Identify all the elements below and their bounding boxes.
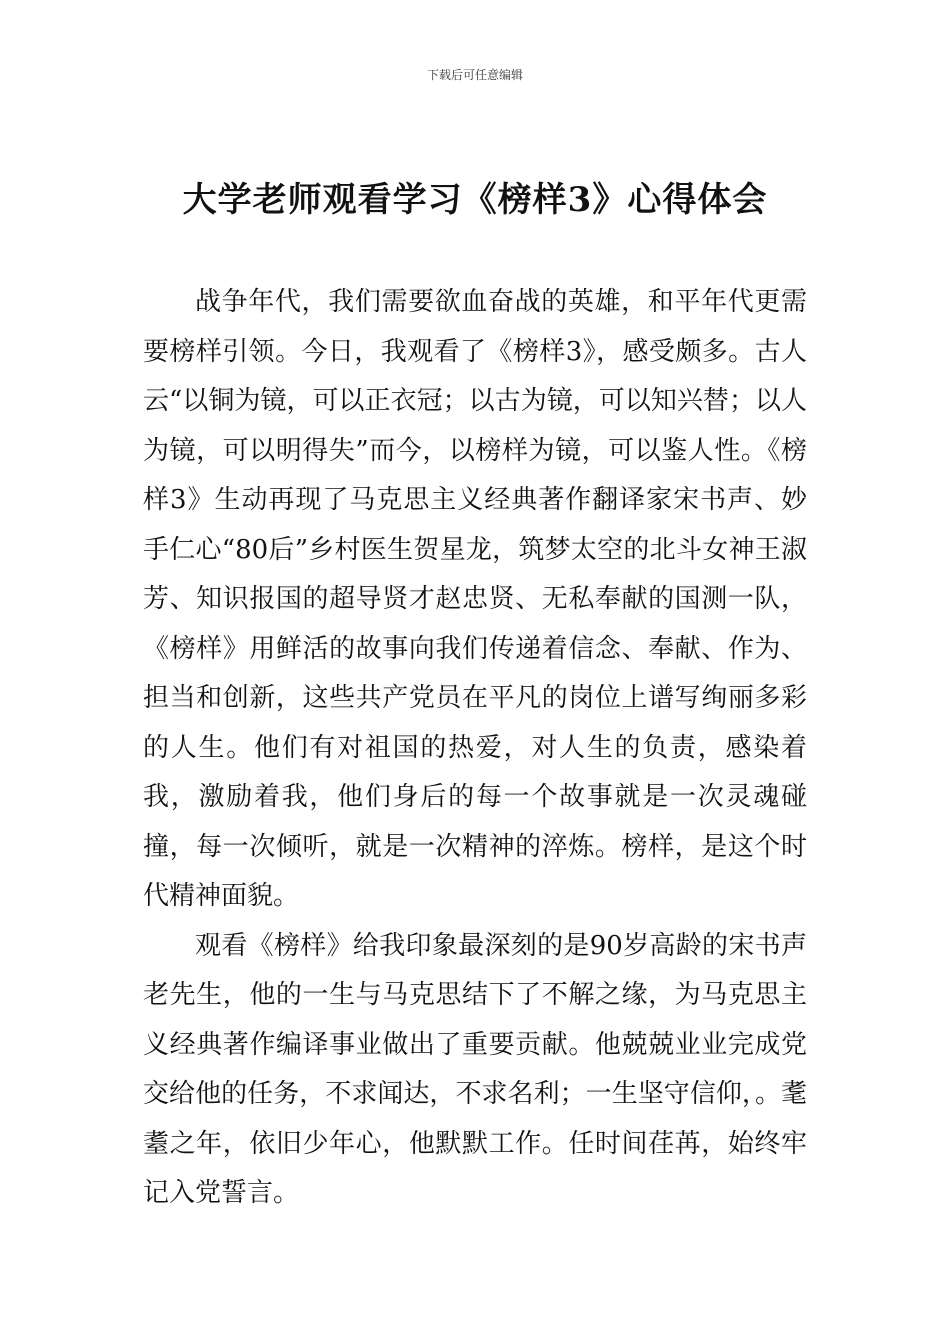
header-note: 下载后可任意编辑 xyxy=(426,68,523,82)
paragraph: 观看《榜样》给我印象最深刻的是90岁高龄的宋书声老先生，他的一生与马克思结下了不解之缘，为马克思主义经典著作编译事业做出了重要贡献。他兢兢业业完成党交给他的任务，不求闻达，不求名利；一生坚守信仰，。耄耋之年，依旧少年心，他默默工作。任时间荏苒，始终牢记入党誓言。 xyxy=(143,930,807,1208)
paragraph: 战争年代，我们需要欲血奋战的英雄，和平年代更需要榜样引领。今日，我观看了《榜样3》，感受颇多。古人云“以铜为镜，可以正衣冠；以古为镜，可以知兴替；以人为镜，可以明得失”而今，以榜样为镜，可以鉴人性。《榜样3》生动再现了马克思主义经典著作翻译家宋书声、妙手仁心“80后”乡村医生贺星龙，筑梦太空的北斗女神王淑芳、知识报国的超导贤才赵忠贤、无私奉献的国测一队，《榜样》用鲜活的故事向我们传递着信念、奉献、作为、担当和创新，这些共产党员在平凡的岗位上谱写绚丽多彩的人生。他们有对祖国的热爱，对人生的负责，感染着我，激励着我，他们身后的每一个故事就是一次灵魂碰撞，每一次倾听，就是一次精神的淬炼。榜样，是这个时代精神面貌。 xyxy=(143,287,807,911)
document-body xyxy=(143,278,807,1219)
document-title: 大学老师观看学习《榜样3》心得体会 xyxy=(182,180,768,220)
